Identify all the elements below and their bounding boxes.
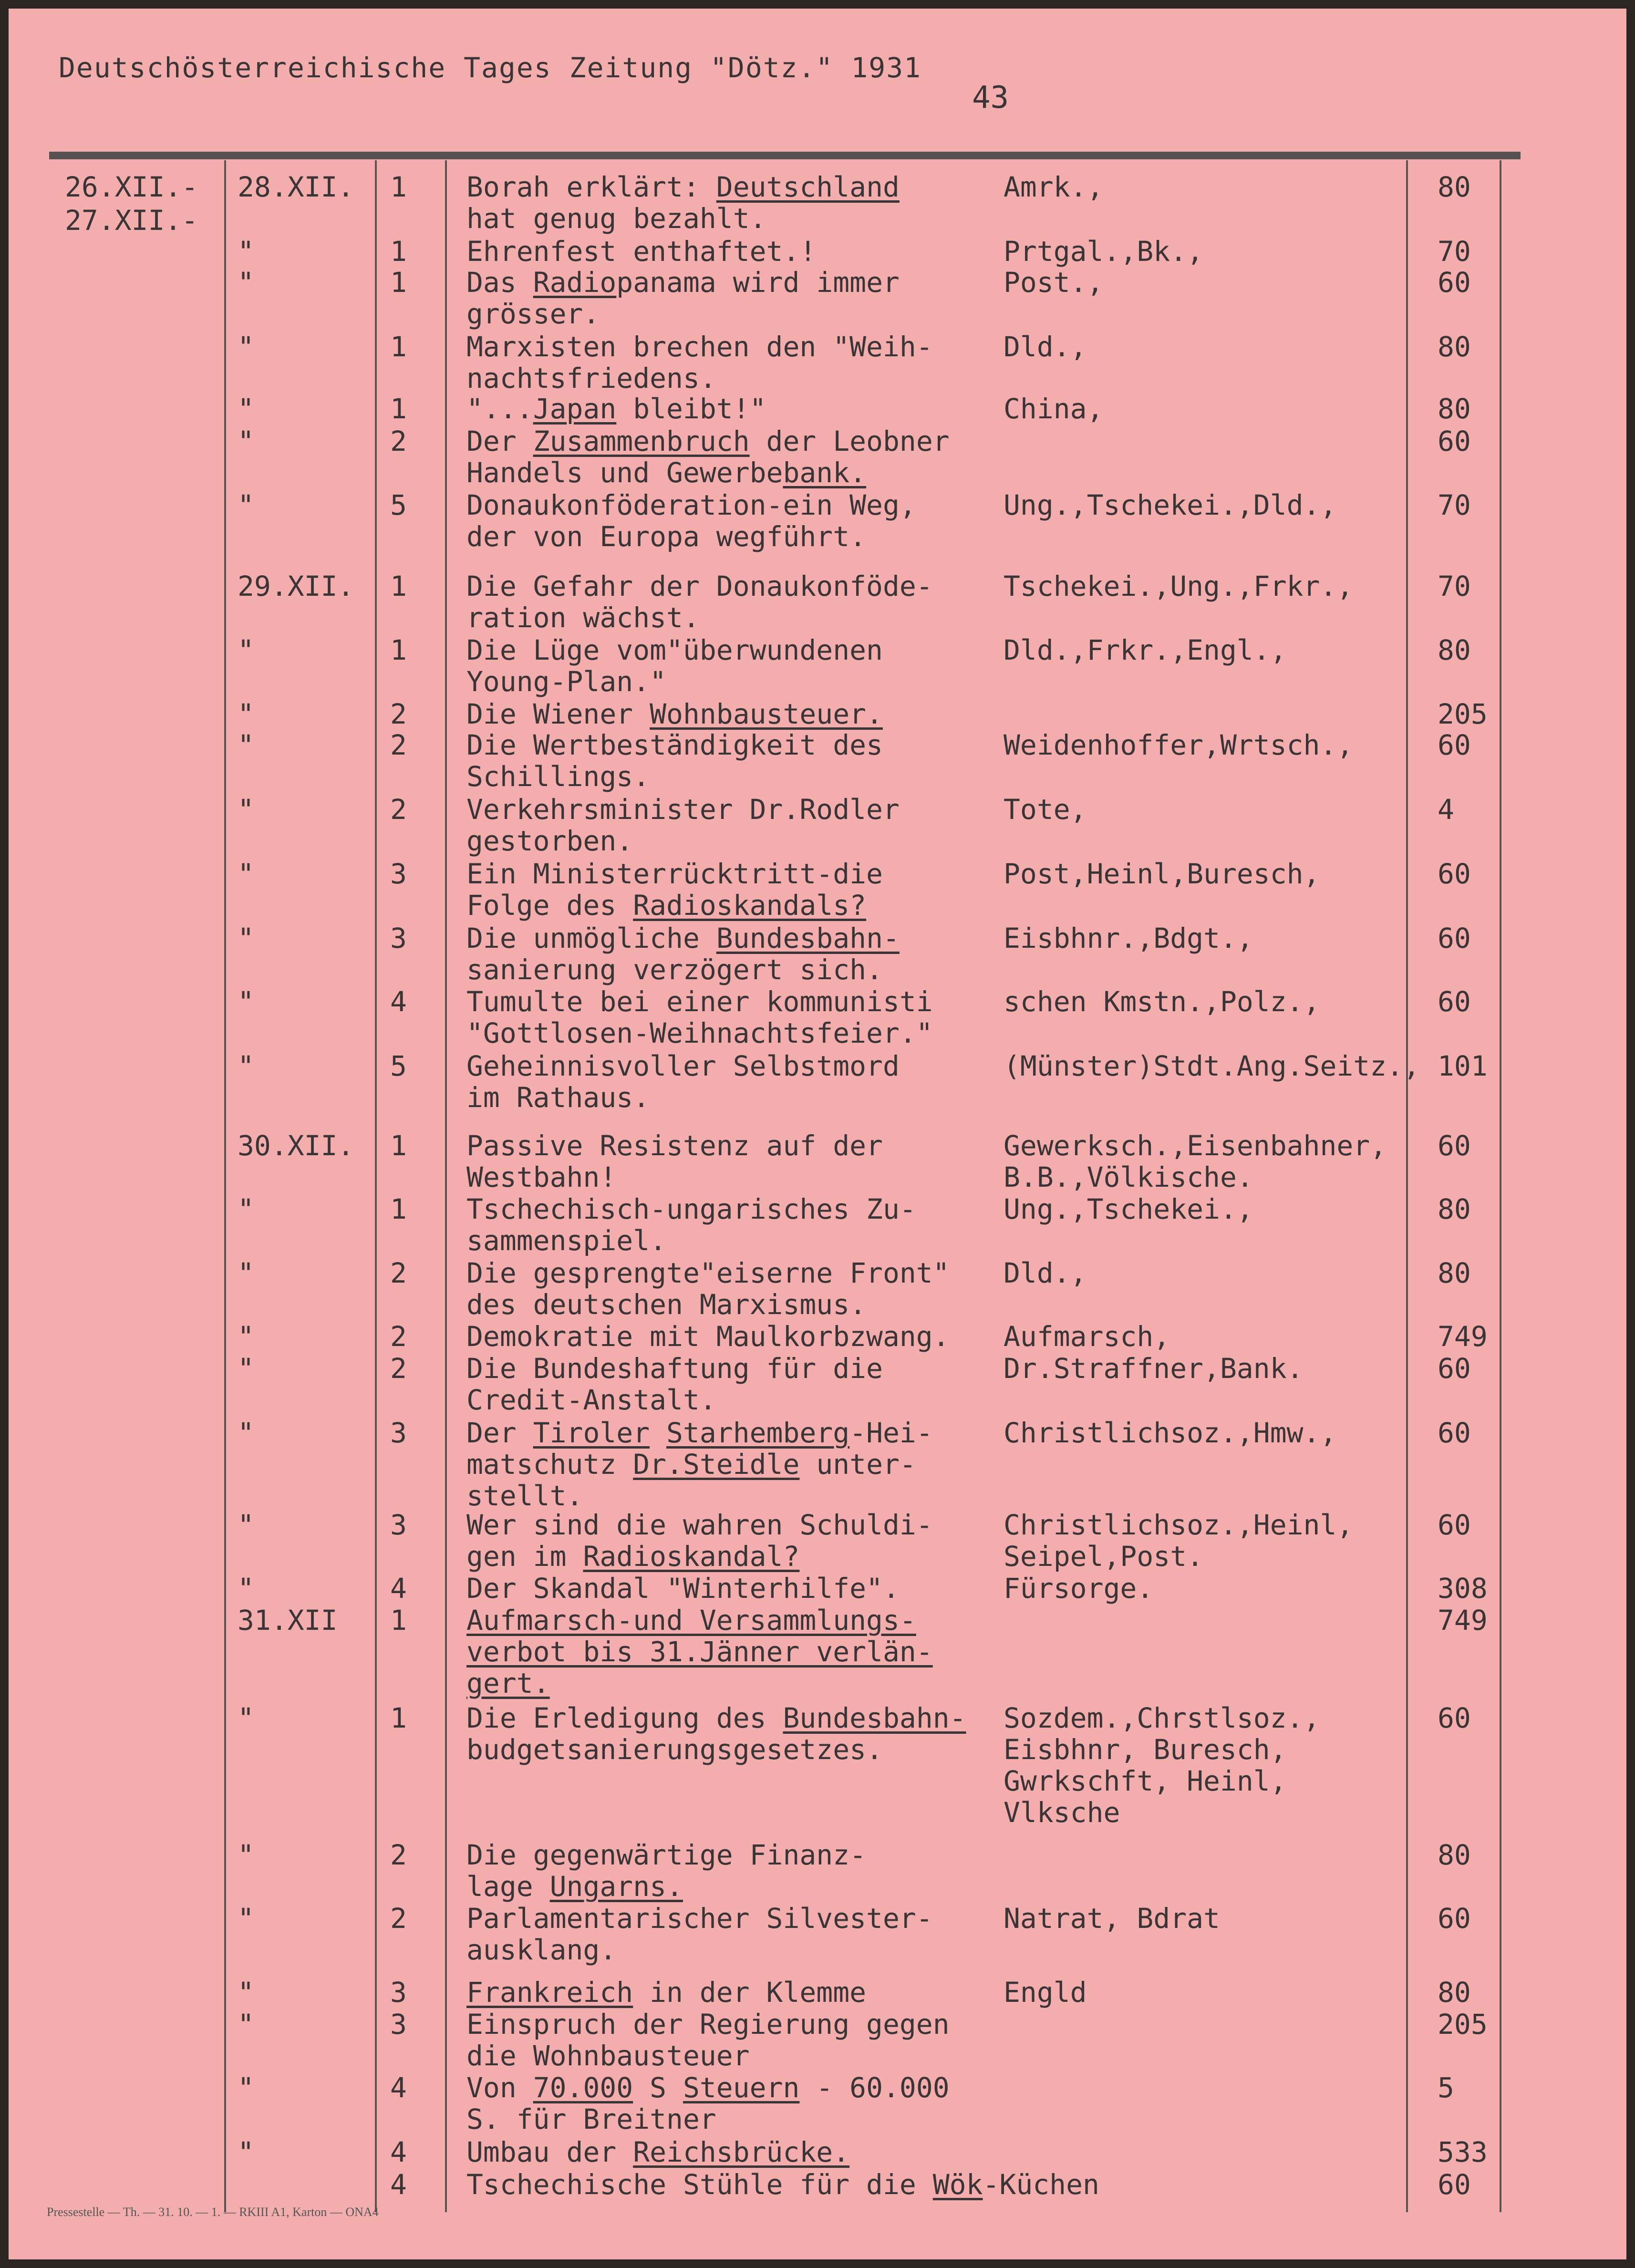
entry-headline: Credit-Anstalt. xyxy=(466,1384,716,1416)
entry-page: 5 xyxy=(390,1050,407,1082)
entry-headline: Demokratie mit Maulkorbzwang. xyxy=(466,1320,950,1353)
entry-page: 2 xyxy=(390,425,407,457)
entry-headline: Passive Resistenz auf der xyxy=(466,1129,883,1162)
entry-headline: Die Lüge vom"überwundenen xyxy=(466,634,883,666)
entry-headline: ration wächst. xyxy=(466,601,700,634)
entry-headline: Folge des Radioskandals? xyxy=(466,889,867,922)
entry-headline: sammenspiel. xyxy=(466,1224,667,1257)
entry-number: 70 xyxy=(1438,570,1471,602)
entry-headline: Tschechische Stühle für die Wök-Küchen xyxy=(466,2168,1099,2201)
entry-headline: Borah erklärt: Deutschland xyxy=(466,171,900,203)
entry-issue-date: " xyxy=(238,1352,254,1385)
entry-page: 1 xyxy=(390,393,407,425)
entry-headline: Donaukonföderation-ein Weg, xyxy=(466,489,916,521)
entry-issue-date: 29.XII. xyxy=(238,570,354,602)
entry-headline: Die Bundeshaftung für die xyxy=(466,1352,883,1385)
entry-keywords: Dld., xyxy=(1004,331,1087,363)
entry-keywords: Prtgal.,Bk., xyxy=(1004,235,1204,268)
entry-issue-date: " xyxy=(238,489,254,521)
entry-issue-date: " xyxy=(238,266,254,299)
entry-headline: matschutz Dr.Steidle unter- xyxy=(466,1448,916,1481)
entry-headline: budgetsanierungsgesetzes. xyxy=(466,1733,883,1766)
entry-issue-date: " xyxy=(238,985,254,1018)
entry-page: 3 xyxy=(390,1976,407,2009)
entry-keywords: Sozdem.,Chrstlsoz., xyxy=(1004,1702,1320,1734)
entry-headline: gert. xyxy=(466,1667,550,1699)
entry-issue-date: " xyxy=(238,1902,254,1935)
entry-headline: der von Europa wegführt. xyxy=(466,520,867,553)
entry-page: 2 xyxy=(390,1352,407,1385)
entry-number: 205 xyxy=(1438,698,1488,730)
entry-number: 308 xyxy=(1438,1572,1488,1605)
entry-headline: Ehrenfest enthaftet.! xyxy=(466,235,817,268)
page-number: 43 xyxy=(972,80,1009,115)
entry-number: 80 xyxy=(1438,393,1471,425)
entry-number: 60 xyxy=(1438,729,1471,761)
entry-headline: Umbau der Reichsbrücke. xyxy=(466,2136,850,2168)
entry-number: 60 xyxy=(1438,425,1471,457)
entry-keywords: Amrk., xyxy=(1004,171,1104,203)
entry-issue-date: " xyxy=(238,235,254,268)
entry-number: 80 xyxy=(1438,331,1471,363)
column-divider-date xyxy=(224,160,226,2212)
entry-page: 2 xyxy=(390,698,407,730)
entry-headline: Einspruch der Regierung gegen xyxy=(466,2008,950,2040)
entry-headline: Die Erledigung des Bundesbahn- xyxy=(466,1702,966,1734)
entry-issue-date: " xyxy=(238,1417,254,1449)
entry-headline: Aufmarsch-und Versammlungs- xyxy=(466,1604,916,1636)
entry-issue-date: " xyxy=(238,425,254,457)
entry-number: 60 xyxy=(1438,1702,1471,1734)
entry-page: 4 xyxy=(390,2071,407,2104)
entry-headline: Parlamentarischer Silvester- xyxy=(466,1902,933,1935)
entry-page: 2 xyxy=(390,729,407,761)
entry-page: 1 xyxy=(390,570,407,602)
entry-keywords: Aufmarsch, xyxy=(1004,1320,1170,1353)
entry-issue-date: " xyxy=(238,2071,254,2104)
entry-keywords: Seipel,Post. xyxy=(1004,1540,1204,1573)
entry-issue-date: " xyxy=(238,1976,254,2009)
entry-keywords: Dr.Straffner,Bank. xyxy=(1004,1352,1304,1385)
entry-headline: Der Skandal "Winterhilfe". xyxy=(466,1572,900,1605)
entry-page: 3 xyxy=(390,858,407,890)
entry-keywords: Tote, xyxy=(1004,793,1087,826)
entry-number: 80 xyxy=(1438,171,1471,203)
entry-issue-date: " xyxy=(238,393,254,425)
entry-keywords: Vlksche xyxy=(1004,1796,1120,1829)
entry-page: 1 xyxy=(390,1193,407,1225)
entry-headline: Der Zusammenbruch der Leobner xyxy=(466,425,950,457)
column-divider-keywords xyxy=(1406,160,1408,2212)
entry-keywords: (Münster)Stdt.Ang.Seitz., xyxy=(1004,1050,1420,1082)
entry-issue-date: " xyxy=(238,1050,254,1082)
entry-page: 1 xyxy=(390,634,407,666)
entry-headline: die Wohnbausteuer xyxy=(466,2040,750,2072)
entry-number: 60 xyxy=(1438,2168,1471,2201)
entry-number: 4 xyxy=(1438,793,1454,826)
entry-headline: sanierung verzögert sich. xyxy=(466,953,883,986)
entry-keywords: Gwrkschft, Heinl, xyxy=(1004,1765,1287,1797)
column-divider-number xyxy=(1500,160,1501,2212)
entry-page: 3 xyxy=(390,922,407,954)
entry-number: 60 xyxy=(1438,1509,1471,1541)
entry-headline: Ein Ministerrücktritt-die xyxy=(466,858,883,890)
entry-issue-date: " xyxy=(238,1320,254,1353)
entry-issue-date: " xyxy=(238,2136,254,2168)
entry-page: 3 xyxy=(390,1509,407,1541)
entry-headline: gestorben. xyxy=(466,825,633,857)
entry-page: 2 xyxy=(390,1257,407,1289)
entry-page: 2 xyxy=(390,793,407,826)
entry-number: 70 xyxy=(1438,489,1471,521)
entry-keywords: Natrat, Bdrat xyxy=(1004,1902,1220,1935)
entry-number: 60 xyxy=(1438,266,1471,299)
entry-number: 60 xyxy=(1438,922,1471,954)
entry-page: 3 xyxy=(390,1417,407,1449)
entry-headline: Von 70.000 S Steuern - 60.000 xyxy=(466,2071,950,2104)
entry-number: 60 xyxy=(1438,1902,1471,1935)
entry-headline: Tumulte bei einer kommunisti xyxy=(466,985,933,1018)
entry-number: 80 xyxy=(1438,634,1471,666)
entry-number: 60 xyxy=(1438,858,1471,890)
entry-keywords: Weidenhoffer,Wrtsch., xyxy=(1004,729,1354,761)
entry-issue-date: " xyxy=(238,858,254,890)
entry-keywords: Post., xyxy=(1004,266,1104,299)
entry-headline: Der Tiroler Starhemberg-Hei- xyxy=(466,1417,933,1449)
entry-headline: Young-Plan." xyxy=(466,665,667,698)
entry-date-range: 27.XII.- xyxy=(65,204,198,237)
entry-date-range: 26.XII.- xyxy=(65,171,198,203)
entry-issue-date: 28.XII. xyxy=(238,171,354,203)
entry-page: 1 xyxy=(390,331,407,363)
column-divider-title xyxy=(445,160,447,2212)
entry-headline: Verkehrsminister Dr.Rodler xyxy=(466,793,900,826)
entry-headline: "...Japan bleibt!" xyxy=(466,393,766,425)
entry-page: 1 xyxy=(390,171,407,203)
entry-number: 749 xyxy=(1438,1604,1488,1636)
entry-page: 1 xyxy=(390,266,407,299)
entry-headline: des deutschen Marxismus. xyxy=(466,1288,867,1321)
entry-number: 80 xyxy=(1438,1976,1471,2009)
entry-number: 70 xyxy=(1438,235,1471,268)
entry-page: 2 xyxy=(390,1902,407,1935)
entry-headline: stellt. xyxy=(466,1480,583,1512)
entry-page: 4 xyxy=(390,1572,407,1605)
entry-headline: hat genug bezahlt. xyxy=(466,202,766,235)
entry-keywords: B.B.,Völkische. xyxy=(1004,1161,1253,1193)
entry-keywords: Christlichsoz.,Heinl, xyxy=(1004,1509,1354,1541)
entry-keywords: China, xyxy=(1004,393,1104,425)
entry-headline: Wer sind die wahren Schuldi- xyxy=(466,1509,933,1541)
entry-issue-date: " xyxy=(238,698,254,730)
entry-headline: Frankreich in der Klemme xyxy=(466,1976,867,2009)
entry-number: 80 xyxy=(1438,1257,1471,1289)
entry-page: 4 xyxy=(390,2168,407,2201)
entry-headline: Westbahn! xyxy=(466,1161,617,1193)
entry-headline: Die Wertbeständigkeit des xyxy=(466,729,883,761)
column-divider-page xyxy=(375,160,377,2212)
entry-headline: verbot bis 31.Jänner verlän- xyxy=(466,1636,933,1668)
entry-headline: nachtsfriedens. xyxy=(466,362,716,394)
card-title: Deutschösterreichische Tages Zeitung "Dötz." 1931 xyxy=(59,52,922,84)
entry-headline: "Gottlosen-Weihnachtsfeier." xyxy=(466,1017,933,1049)
entry-number: 80 xyxy=(1438,1193,1471,1225)
entry-number: 60 xyxy=(1438,985,1471,1018)
entry-issue-date: " xyxy=(238,1257,254,1289)
entry-issue-date: " xyxy=(238,1839,254,1871)
entry-number: 533 xyxy=(1438,2136,1488,2168)
entry-headline: S. für Breitner xyxy=(466,2103,716,2135)
entry-number: 205 xyxy=(1438,2008,1488,2040)
entry-issue-date: 31.XII xyxy=(238,1604,338,1636)
entry-headline: Die unmögliche Bundesbahn- xyxy=(466,922,900,954)
entry-issue-date: " xyxy=(238,1702,254,1734)
entry-keywords: schen Kmstn.,Polz., xyxy=(1004,985,1320,1018)
entry-number: 5 xyxy=(1438,2071,1454,2104)
entry-number: 60 xyxy=(1438,1417,1471,1449)
entry-keywords: Dld.,Frkr.,Engl., xyxy=(1004,634,1287,666)
archive-footer: Pressestelle — Th. — 31. 10. — 1. — RKIII A1, Karton — ONA4 xyxy=(47,2205,379,2219)
entry-headline: Die gegenwärtige Finanz- xyxy=(466,1839,867,1871)
entry-page: 1 xyxy=(390,235,407,268)
entry-issue-date: " xyxy=(238,1193,254,1225)
entry-headline: ausklang. xyxy=(466,1934,617,1966)
entry-page: 3 xyxy=(390,2008,407,2040)
entry-headline: grösser. xyxy=(466,298,600,330)
entry-number: 101 xyxy=(1438,1050,1488,1082)
entry-number: 60 xyxy=(1438,1129,1471,1162)
entry-issue-date: " xyxy=(238,634,254,666)
entry-page: 1 xyxy=(390,1129,407,1162)
entry-page: 1 xyxy=(390,1604,407,1636)
entry-issue-date: " xyxy=(238,922,254,954)
entry-keywords: Ung.,Tschekei.,Dld., xyxy=(1004,489,1337,521)
entry-headline: Geheinnisvoller Selbstmord xyxy=(466,1050,900,1082)
entry-issue-date: " xyxy=(238,1572,254,1605)
entry-headline: Das Radiopanama wird immer xyxy=(466,266,900,299)
entry-issue-date: 30.XII. xyxy=(238,1129,354,1162)
entry-page: 4 xyxy=(390,985,407,1018)
entry-keywords: Eisbhnr.,Bdgt., xyxy=(1004,922,1253,954)
entry-headline: Tschechisch-ungarisches Zu- xyxy=(466,1193,916,1225)
entry-page: 2 xyxy=(390,1839,407,1871)
entry-keywords: Fürsorge. xyxy=(1004,1572,1154,1605)
entry-headline: Die gesprengte"eiserne Front" xyxy=(466,1257,950,1289)
entry-headline: Die Gefahr der Donaukonföde- xyxy=(466,570,933,602)
entry-keywords: Tschekei.,Ung.,Frkr., xyxy=(1004,570,1354,602)
entry-headline: lage Ungarns. xyxy=(466,1870,683,1903)
entry-number: 60 xyxy=(1438,1352,1471,1385)
entry-issue-date: " xyxy=(238,729,254,761)
entry-keywords: Ung.,Tschekei., xyxy=(1004,1193,1253,1225)
entry-page: 1 xyxy=(390,1702,407,1734)
entry-keywords: Christlichsoz.,Hmw., xyxy=(1004,1417,1337,1449)
entry-keywords: Engld xyxy=(1004,1976,1087,2009)
entry-page: 5 xyxy=(390,489,407,521)
entry-headline: Handels und Gewerbebank. xyxy=(466,456,867,489)
entry-keywords: Dld., xyxy=(1004,1257,1087,1289)
entry-page: 4 xyxy=(390,2136,407,2168)
entry-number: 749 xyxy=(1438,1320,1488,1353)
entry-keywords: Gewerksch.,Eisenbahner, xyxy=(1004,1129,1387,1162)
entry-issue-date: " xyxy=(238,793,254,826)
entry-headline: Marxisten brechen den "Weih- xyxy=(466,331,933,363)
entry-issue-date: " xyxy=(238,2008,254,2040)
header-rule xyxy=(49,152,1521,159)
entry-keywords: Post,Heinl,Buresch, xyxy=(1004,858,1320,890)
entry-page: 2 xyxy=(390,1320,407,1353)
entry-headline: im Rathaus. xyxy=(466,1081,650,1114)
index-card xyxy=(9,9,1626,2259)
entry-headline: Schillings. xyxy=(466,760,650,793)
entry-number: 80 xyxy=(1438,1839,1471,1871)
entry-headline: gen im Radioskandal? xyxy=(466,1540,800,1573)
entry-keywords: Eisbhnr, Buresch, xyxy=(1004,1733,1287,1766)
entry-headline: Die Wiener Wohnbausteuer. xyxy=(466,698,883,730)
entry-issue-date: " xyxy=(238,331,254,363)
entry-issue-date: " xyxy=(238,1509,254,1541)
